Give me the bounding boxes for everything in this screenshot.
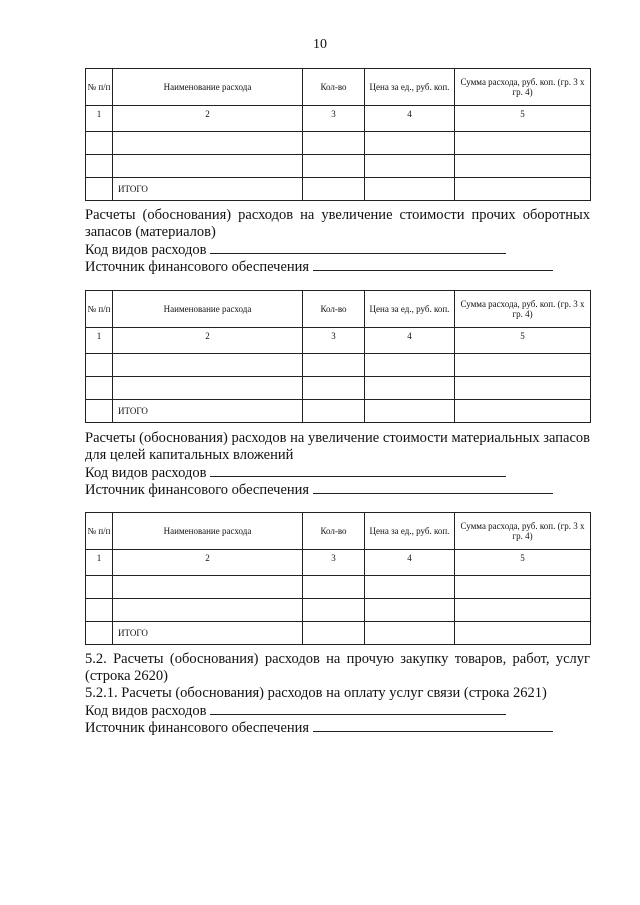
column-number-2: 2 — [113, 550, 303, 576]
column-number-4: 4 — [365, 106, 455, 132]
funding-source-blank — [313, 719, 553, 732]
table-row — [86, 155, 591, 178]
table-row — [86, 132, 591, 155]
expense-code-label: Код видов расходов — [85, 242, 207, 258]
header-number: № п/п — [86, 291, 113, 328]
column-number-1: 1 — [86, 328, 113, 354]
column-number-3: 3 — [303, 106, 365, 132]
header-quantity: Кол-во — [303, 69, 365, 106]
expense-code-blank — [210, 241, 506, 254]
header-quantity: Кол-во — [303, 291, 365, 328]
expense-table-3 — [85, 512, 591, 645]
expense-code-blank — [210, 702, 506, 715]
column-number-3: 3 — [303, 328, 365, 354]
table-row — [86, 576, 591, 599]
column-number-3: 3 — [303, 550, 365, 576]
header-expense-name: Наименование расхода — [113, 69, 303, 106]
column-number-1: 1 — [86, 550, 113, 576]
expense-code-field-1 — [85, 241, 506, 259]
section-5-2-heading: 5.2. Расчеты (обоснования) расходов на прочую закупку товаров, работ, услуг (строка 2620) — [85, 651, 590, 684]
column-number-2: 2 — [113, 106, 303, 132]
section-5-2-1-heading: 5.2.1. Расчеты (обоснования) расходов на оплату услуг связи (строка 2621) — [85, 685, 547, 701]
table-row — [86, 599, 591, 622]
column-number-5: 5 — [455, 550, 591, 576]
total-label: ИТОГО — [113, 178, 303, 201]
header-number: № п/п — [86, 513, 113, 550]
funding-source-label: Источник финансового обеспечения — [85, 259, 310, 275]
header-expense-sum: Сумма расхода, руб. коп. (гр. 3 х гр. 4) — [455, 513, 591, 550]
table-row — [86, 377, 591, 400]
expense-code-label: Код видов расходов — [85, 703, 207, 719]
funding-source-blank — [313, 481, 553, 494]
expense-code-field-3 — [85, 702, 506, 720]
funding-source-field-1 — [85, 258, 553, 276]
table-row — [86, 354, 591, 377]
funding-source-label: Источник финансового обеспечения — [85, 482, 310, 498]
header-expense-name: Наименование расхода — [113, 513, 303, 550]
expense-code-blank — [210, 464, 506, 477]
expense-code-label: Код видов расходов — [85, 465, 207, 481]
column-number-4: 4 — [365, 550, 455, 576]
header-unit-price: Цена за ед., руб. коп. — [365, 291, 455, 328]
column-number-5: 5 — [455, 106, 591, 132]
expense-table-1 — [85, 68, 591, 201]
header-expense-sum: Сумма расхода, руб. коп. (гр. 3 х гр. 4) — [455, 291, 591, 328]
section-capital-heading: Расчеты (обоснования) расходов на увеличение стоимости материальных запасов для целей капитальных вложений — [85, 430, 590, 463]
funding-source-blank — [313, 258, 553, 271]
header-expense-sum: Сумма расхода, руб. коп. (гр. 3 х гр. 4) — [455, 69, 591, 106]
funding-source-field-2 — [85, 481, 553, 499]
expense-table-2 — [85, 290, 591, 423]
header-expense-name: Наименование расхода — [113, 291, 303, 328]
header-unit-price: Цена за ед., руб. коп. — [365, 69, 455, 106]
column-number-1: 1 — [86, 106, 113, 132]
page-number: 10 — [313, 37, 327, 52]
total-label: ИТОГО — [113, 622, 303, 645]
section-materials-heading: Расчеты (обоснования) расходов на увеличение стоимости прочих оборотных запасов (материалов) — [85, 207, 590, 240]
header-unit-price: Цена за ед., руб. коп. — [365, 513, 455, 550]
expense-code-field-2 — [85, 464, 506, 482]
total-label: ИТОГО — [113, 400, 303, 423]
column-number-4: 4 — [365, 328, 455, 354]
funding-source-field-3 — [85, 719, 553, 737]
header-quantity: Кол-во — [303, 513, 365, 550]
column-number-2: 2 — [113, 328, 303, 354]
column-number-5: 5 — [455, 328, 591, 354]
header-number: № п/п — [86, 69, 113, 106]
funding-source-label: Источник финансового обеспечения — [85, 720, 310, 736]
